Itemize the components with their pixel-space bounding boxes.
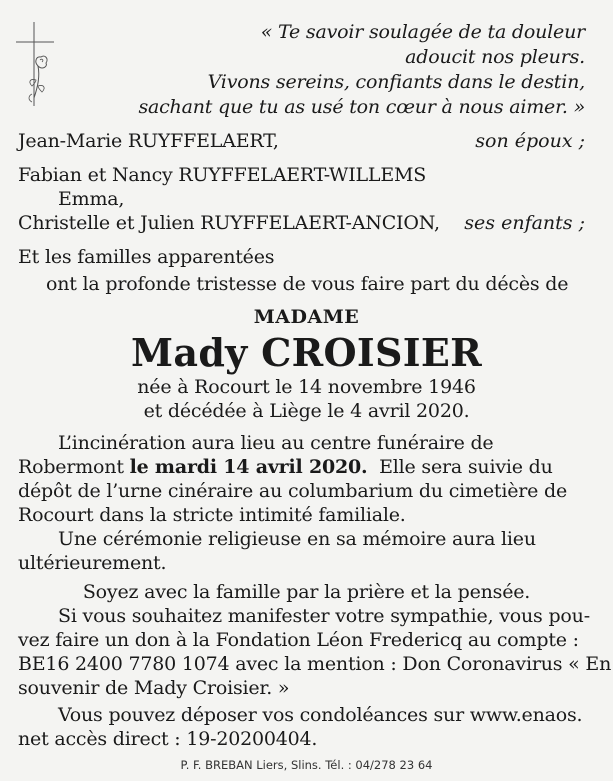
body-text: Vous pouvez déposer vos condoléances sur www.enaos. [58, 704, 583, 726]
body-text: L’incinération aura lieu au centre funéraire de [58, 432, 494, 454]
child-name: Fabian et Nancy RUYFFELAERT-WILLEMS [18, 164, 427, 186]
relatives-text: Et les familles apparentées [18, 246, 275, 268]
grandchild-name: Emma, [58, 188, 125, 210]
birth-info: née à Rocourt le 14 novembre 1946 [137, 376, 476, 398]
announcement-text: ont la profonde tristesse de vous faire part du décès de [46, 273, 569, 295]
body-text: Si vous souhaitez manifester votre sympathie, vous pou- [58, 605, 590, 627]
body-text: Une cérémonie religieuse en sa mémoire aura lieu [58, 528, 536, 550]
deceased-title: MADAME [253, 306, 360, 328]
quote-line: Vivons sereins, confiants dans le destin, [207, 71, 585, 93]
children-role: ses enfants ; [464, 212, 585, 234]
cross-with-rose-icon [14, 20, 64, 110]
body-text: BE16 2400 7780 1074 avec la mention : Don Coronavirus « En [18, 653, 612, 675]
spouse-role: son époux ; [475, 130, 585, 152]
body-text: Rocourt dans la stricte intimité familiale. [18, 504, 406, 526]
body-text: net accès direct : 19-20200404. [18, 728, 318, 750]
child-name: Christelle et Julien RUYFFELAERT-ANCION, [18, 212, 440, 234]
body-text: Soyez avec la famille par la prière et la pensée. [82, 581, 531, 603]
body-text: ultérieurement. [18, 552, 167, 574]
body-text: vez faire un don à la Fondation Léon Fredericq au compte : [18, 629, 579, 651]
body-text-segment: Elle sera suivie du [367, 456, 553, 478]
body-text: souvenir de Mady Croisier. » [18, 677, 290, 699]
quote-line: « Te savoir soulagée de ta douleur [260, 21, 585, 43]
body-text: dépôt de l’urne cinéraire au columbarium du cimetière de [18, 480, 568, 502]
spouse-name: Jean-Marie RUYFFELAERT, [18, 130, 279, 152]
body-text-segment: Robermont [18, 456, 130, 478]
deceased-name: Mady CROISIER [131, 330, 482, 375]
body-text [18, 455, 553, 479]
funeral-home-footer: P. F. BREBAN Liers, Slins. Tél. : 04/278 23 64 [180, 758, 433, 772]
death-info: et décédée à Liège le 4 avril 2020. [143, 400, 470, 422]
quote-line: adoucit nos pleurs. [405, 46, 585, 68]
ceremony-date: le mardi 14 avril 2020. [129, 456, 368, 478]
quote-line: sachant que tu as usé ton cœur à nous aimer. » [138, 96, 585, 118]
